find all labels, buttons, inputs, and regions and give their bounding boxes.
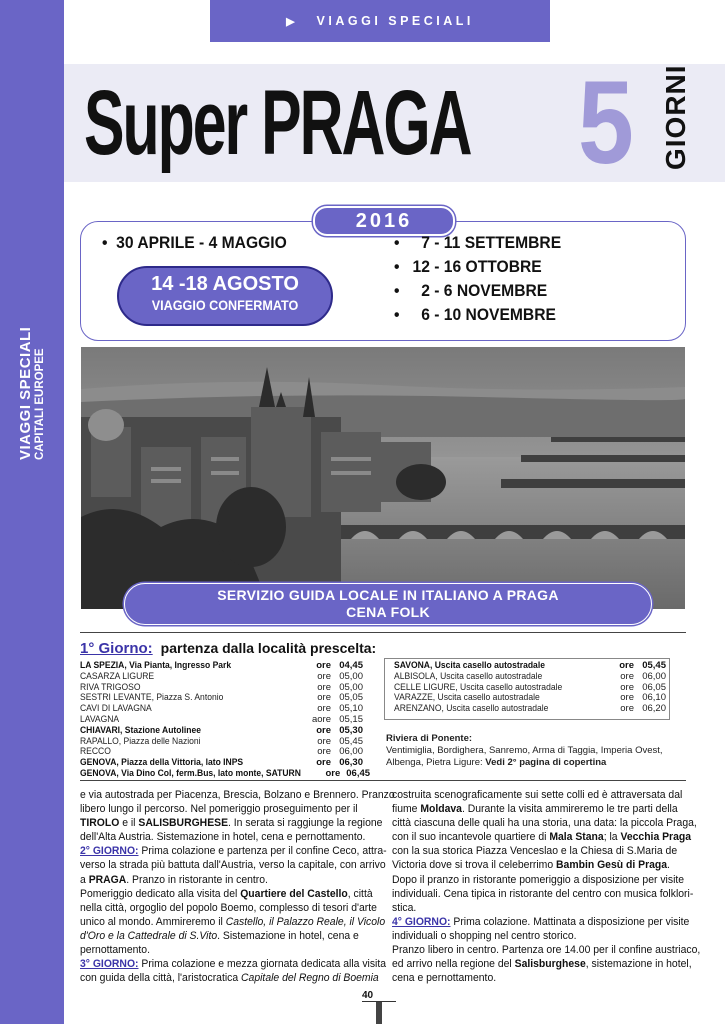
departure-place: ALBISOLA, Uscita casello autostradale xyxy=(394,670,543,682)
service-banner xyxy=(124,583,652,625)
text-line: con il suo incantevole quartiere di Mala Stana; la Vecchia Praga xyxy=(392,831,692,844)
date-item: • 2 - 6 NOVEMBRE xyxy=(394,281,548,300)
departure-place: RECCO xyxy=(80,746,111,758)
text-line: Victoria dove si trova il celeberrimo Bambin Gesù di Praga. xyxy=(392,859,670,872)
sidebar-line2: CAPITALI EUROPEE xyxy=(34,348,46,460)
text-line: 4° GIORNO: Prima colazione. Mattinata a disposizione per visite xyxy=(392,915,690,928)
departure-place: LAVAGNA xyxy=(80,713,120,725)
departure-time: 05,15 xyxy=(339,713,363,725)
bullet-icon: • xyxy=(394,257,400,276)
departure-prefix: ore xyxy=(317,703,331,715)
prague-photo xyxy=(81,347,685,609)
departure-time: 05,30 xyxy=(339,724,363,736)
riviera-line2: Albenga, Pietra Ligure: xyxy=(386,757,486,768)
departure-time: 06,05 xyxy=(642,681,666,693)
bullet-icon: • xyxy=(394,281,400,300)
departures-left xyxy=(80,660,371,780)
bullet-icon: • xyxy=(102,233,108,252)
divider xyxy=(80,780,686,781)
departure-place: GENOVA, Via Dino Col, ferm.Bus, lato monte, SATURN xyxy=(80,767,301,779)
departure-prefix: ore xyxy=(317,670,331,682)
text-line: e via autostrada per Piacenza, Brescia, Bolzano e Brennero. Pranzo xyxy=(80,789,395,801)
itinerary-right-column xyxy=(392,788,701,985)
departure-time: 06,45 xyxy=(346,767,371,779)
departure-time: 05,00 xyxy=(339,681,363,693)
text-line: Pranzo libero in centro. Partenza ore 14.00 per il confine austriaco, xyxy=(392,944,701,957)
departure-place: CHIAVARI, Stazione Autolinee xyxy=(80,724,201,736)
text-line: Dopo il pranzo in ristorante pomeriggio a disposizione per visite xyxy=(392,873,685,886)
departure-time: 04,45 xyxy=(339,660,363,671)
text-line: TIROLO e il SALISBURGHESE. In serata si raggiunge la regione xyxy=(80,817,383,830)
text-line: pernottamento. xyxy=(80,944,150,957)
departure-prefix: ore xyxy=(317,692,331,704)
departure-prefix: ore xyxy=(620,681,634,693)
departure-time: 05,45 xyxy=(339,735,363,747)
sidebar-band xyxy=(0,0,64,1024)
riviera-title: Riviera di Ponente: xyxy=(386,733,473,744)
departure-time: 06,10 xyxy=(642,692,666,704)
day3-label: 3° GIORNO: xyxy=(80,958,139,971)
section-tag-label: VIAGGI SPECIALI xyxy=(316,14,474,28)
text-line: cena e pernottamento. xyxy=(392,972,497,985)
day1-heading xyxy=(80,640,376,657)
departure-place: SESTRI LEVANTE, Piazza S. Antonio xyxy=(80,692,224,704)
text-line: verso la strada più battuta dall'Austria, verso la capitale, con arrivo xyxy=(80,859,386,872)
departure-time: 05,45 xyxy=(642,660,666,671)
text-line: Pomeriggio dedicato alla visita del Quartiere del Castello, città xyxy=(80,887,373,900)
text-line: a PRAGA. Pranzo in ristorante in centro. xyxy=(80,873,268,886)
confirmed-dates: 14 -18 AGOSTO xyxy=(151,273,299,295)
departure-place: CELLE LIGURE, Uscita casello autostradale xyxy=(394,681,563,693)
text-line: individuali. Cena tipica in ristorante del centro con musica folklori- xyxy=(392,887,694,900)
confirmed-trip-pill xyxy=(117,266,333,326)
text-line: ed arrivo nella regione del Salisburghese, sistemazione in hotel, xyxy=(392,958,692,971)
departure-place: ARENZANO, Uscita casello autostradale xyxy=(394,703,549,715)
text-line: con guida della città, l'aristocratica Capitale del Regno di Boemia xyxy=(80,972,379,985)
sidebar-label xyxy=(18,327,47,460)
confirmed-status: VIAGGIO CONFERMATO xyxy=(151,297,299,313)
departure-place: RIVA TRIGOSO xyxy=(80,681,141,693)
day4-label: 4° GIORNO: xyxy=(392,915,451,928)
text-line: libero lungo il percorso. Nel pomeriggio proseguimento per il xyxy=(80,803,358,816)
departure-prefix: ore xyxy=(619,660,634,671)
year-badge: 2016 xyxy=(313,206,455,236)
section-tag xyxy=(210,0,550,42)
departure-place: LA SPEZIA, Via Pianta, Ingresso Park xyxy=(80,660,232,671)
departure-row xyxy=(394,704,666,715)
departure-prefix: ore xyxy=(325,767,341,779)
departure-prefix: ore xyxy=(317,681,331,693)
departure-prefix: ore xyxy=(317,735,331,747)
departure-prefix: ore xyxy=(317,746,331,758)
page-number: 40 xyxy=(362,990,374,1001)
bullet-icon: • xyxy=(394,233,400,252)
date-item: • 30 APRILE - 4 MAGGIO xyxy=(102,233,287,252)
itinerary-left-column xyxy=(80,788,395,985)
day1-label: 1° Giorno: xyxy=(80,640,153,657)
departure-prefix: ore xyxy=(316,724,331,736)
departure-prefix: ore xyxy=(620,670,634,682)
bullet-icon: • xyxy=(394,305,400,324)
riviera-line1: Ventimiglia, Bordighera, Sanremo, Arma di Taggia, Imperia Ovest, xyxy=(386,745,663,756)
text-line: stica. xyxy=(392,901,417,914)
departure-row xyxy=(80,767,371,780)
text-line: costruita scenograficamente sui sette colli ed è attraversata dal xyxy=(392,789,683,801)
text-line: d'Oro e la Cattedrale di S.Vito. Sistemazione in hotel, cena e xyxy=(80,929,359,942)
departure-prefix: ore xyxy=(316,757,331,769)
text-line: 2° GIORNO: Prima colazione e partenza per il confine Ceco, attra- xyxy=(80,845,387,858)
departure-time: 06,00 xyxy=(339,746,363,758)
departure-place: CAVI DI LAVAGNA xyxy=(80,703,152,715)
departure-time: 06,20 xyxy=(642,703,666,715)
departure-time: 05,00 xyxy=(339,670,363,682)
play-arrow-icon: ▶ xyxy=(286,15,295,28)
departure-time: 05,05 xyxy=(339,692,363,704)
date-item: • 6 - 10 NOVEMBRE xyxy=(394,305,556,324)
riviera-info xyxy=(386,733,663,769)
day2-label: 2° GIORNO: xyxy=(80,845,139,858)
departure-time: 06,30 xyxy=(339,757,363,769)
text-line: individuali o shopping nel centro storico. xyxy=(392,929,577,942)
departure-prefix: ore xyxy=(620,692,634,704)
text-line: città ciascuna delle quali ha una storia, una data: la piccola Praga, xyxy=(392,817,697,830)
days-number: 5 xyxy=(578,57,634,189)
departure-place: VARAZZE, Uscita casello autostradale xyxy=(394,692,540,704)
departure-prefix: ore xyxy=(316,660,331,671)
sidebar-line1: VIAGGI SPECIALI xyxy=(17,326,34,460)
service-line1: SERVIZIO GUIDA LOCALE IN ITALIANO A PRAGA xyxy=(217,587,559,603)
text-line: fiume Moldava. Durante la visita ammireremo le tre parti della xyxy=(392,803,678,816)
departure-prefix: aore xyxy=(311,713,331,725)
departure-place: SAVONA, Uscita casello autostradale xyxy=(394,660,545,671)
text-line: nella città, orgoglio del popolo Boemo, complesso di tesori d'arte xyxy=(80,901,377,914)
page-marker xyxy=(376,1002,382,1024)
departure-prefix: ore xyxy=(620,703,634,715)
days-word: GIORNI xyxy=(660,64,691,170)
service-line2: CENA FOLK xyxy=(346,604,430,620)
text-line: 3° GIORNO: Prima colazione e mezza giornata dedicata alla visita xyxy=(80,958,387,971)
page-title: Super PRAGA xyxy=(84,72,471,174)
day1-text: partenza dalla località prescelta: xyxy=(160,640,377,656)
text-line: dell'Alta Austria. Sistemazione in hotel, cena e pernottamento. xyxy=(80,831,366,844)
departure-place: GENOVA, Piazza della Vittoria, lato INPS xyxy=(80,757,244,769)
text-line: unico al mondo. Ammireremo il Castello, il Palazzo Reale, il Vicolo xyxy=(80,915,386,928)
departure-time: 05,10 xyxy=(339,703,363,715)
text-line: con la sua storica Piazza Venceslao e la Chiesa di S.Maria de xyxy=(392,845,678,858)
riviera-note: Vedi 2° pagina di copertina xyxy=(485,757,607,768)
date-item: • 7 - 11 SETTEMBRE xyxy=(394,233,562,252)
divider xyxy=(80,632,686,633)
departure-time: 06,00 xyxy=(642,670,666,682)
departures-right xyxy=(394,661,666,715)
departure-place: CASARZA LIGURE xyxy=(80,670,155,682)
departure-place: RAPALLO, Piazza delle Nazioni xyxy=(80,735,201,747)
date-item: • 12 - 16 OTTOBRE xyxy=(394,257,542,276)
